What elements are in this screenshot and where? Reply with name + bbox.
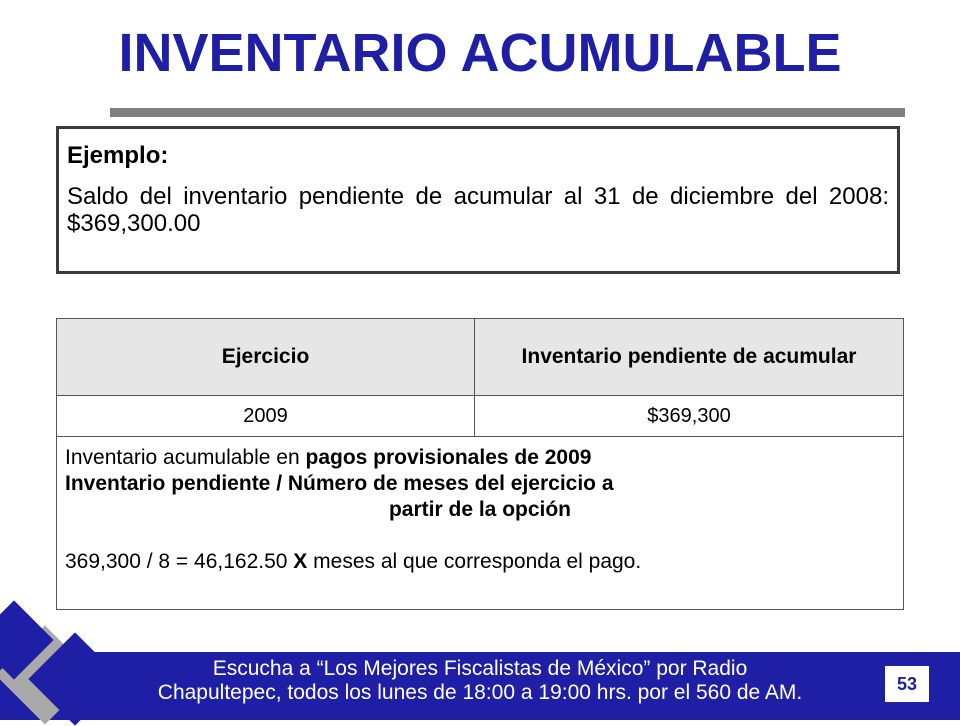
- title-underline-bar: [110, 108, 905, 117]
- formula-calculation: [65, 549, 895, 575]
- header-ejercicio: Ejercicio: [57, 319, 475, 396]
- calc-suffix: meses al que corresponda el pago.: [307, 550, 642, 573]
- formula-line-3: partir de la opción: [388, 498, 572, 521]
- table-row: [57, 396, 904, 437]
- footer-line-1: Escucha a “Los Mejores Fiscalistas de México” por Radio: [212, 657, 748, 680]
- example-heading: Ejemplo:: [67, 142, 169, 169]
- example-box: [56, 126, 900, 274]
- header-inventario-pendiente: Inventario pendiente de acumular: [475, 319, 904, 396]
- calc-x: X: [293, 550, 308, 573]
- cell-inventario: $369,300: [475, 396, 904, 437]
- formula-line-2: Inventario pendiente / Número de meses del ejercicio a: [65, 472, 614, 495]
- formula-line-1-prefix: Inventario acumulable en: [65, 446, 306, 469]
- cell-ejercicio: 2009: [57, 396, 475, 437]
- formula-cell: [57, 437, 904, 610]
- inventory-table: [56, 318, 904, 610]
- example-text: Saldo del inventario pendiente de acumular al 31 de diciembre del 2008: $369,300.00: [67, 183, 889, 237]
- slide-title: INVENTARIO ACUMULABLE: [118, 23, 842, 83]
- formula-row: [57, 437, 904, 610]
- footer-line-2: Chapultepec, todos los lunes de 18:00 a 19:00 hrs. por el 560 de AM.: [157, 681, 803, 704]
- formula-line-1: [65, 445, 895, 471]
- formula-line-1-bold: pagos provisionales de 2009: [305, 446, 592, 469]
- formula-spacer: [65, 523, 895, 549]
- table-header-row: [57, 319, 904, 396]
- calc-prefix: 369,300 / 8 = 46,162.50: [65, 550, 294, 573]
- page-number-badge: 53: [883, 664, 931, 704]
- footer-text: [80, 657, 880, 705]
